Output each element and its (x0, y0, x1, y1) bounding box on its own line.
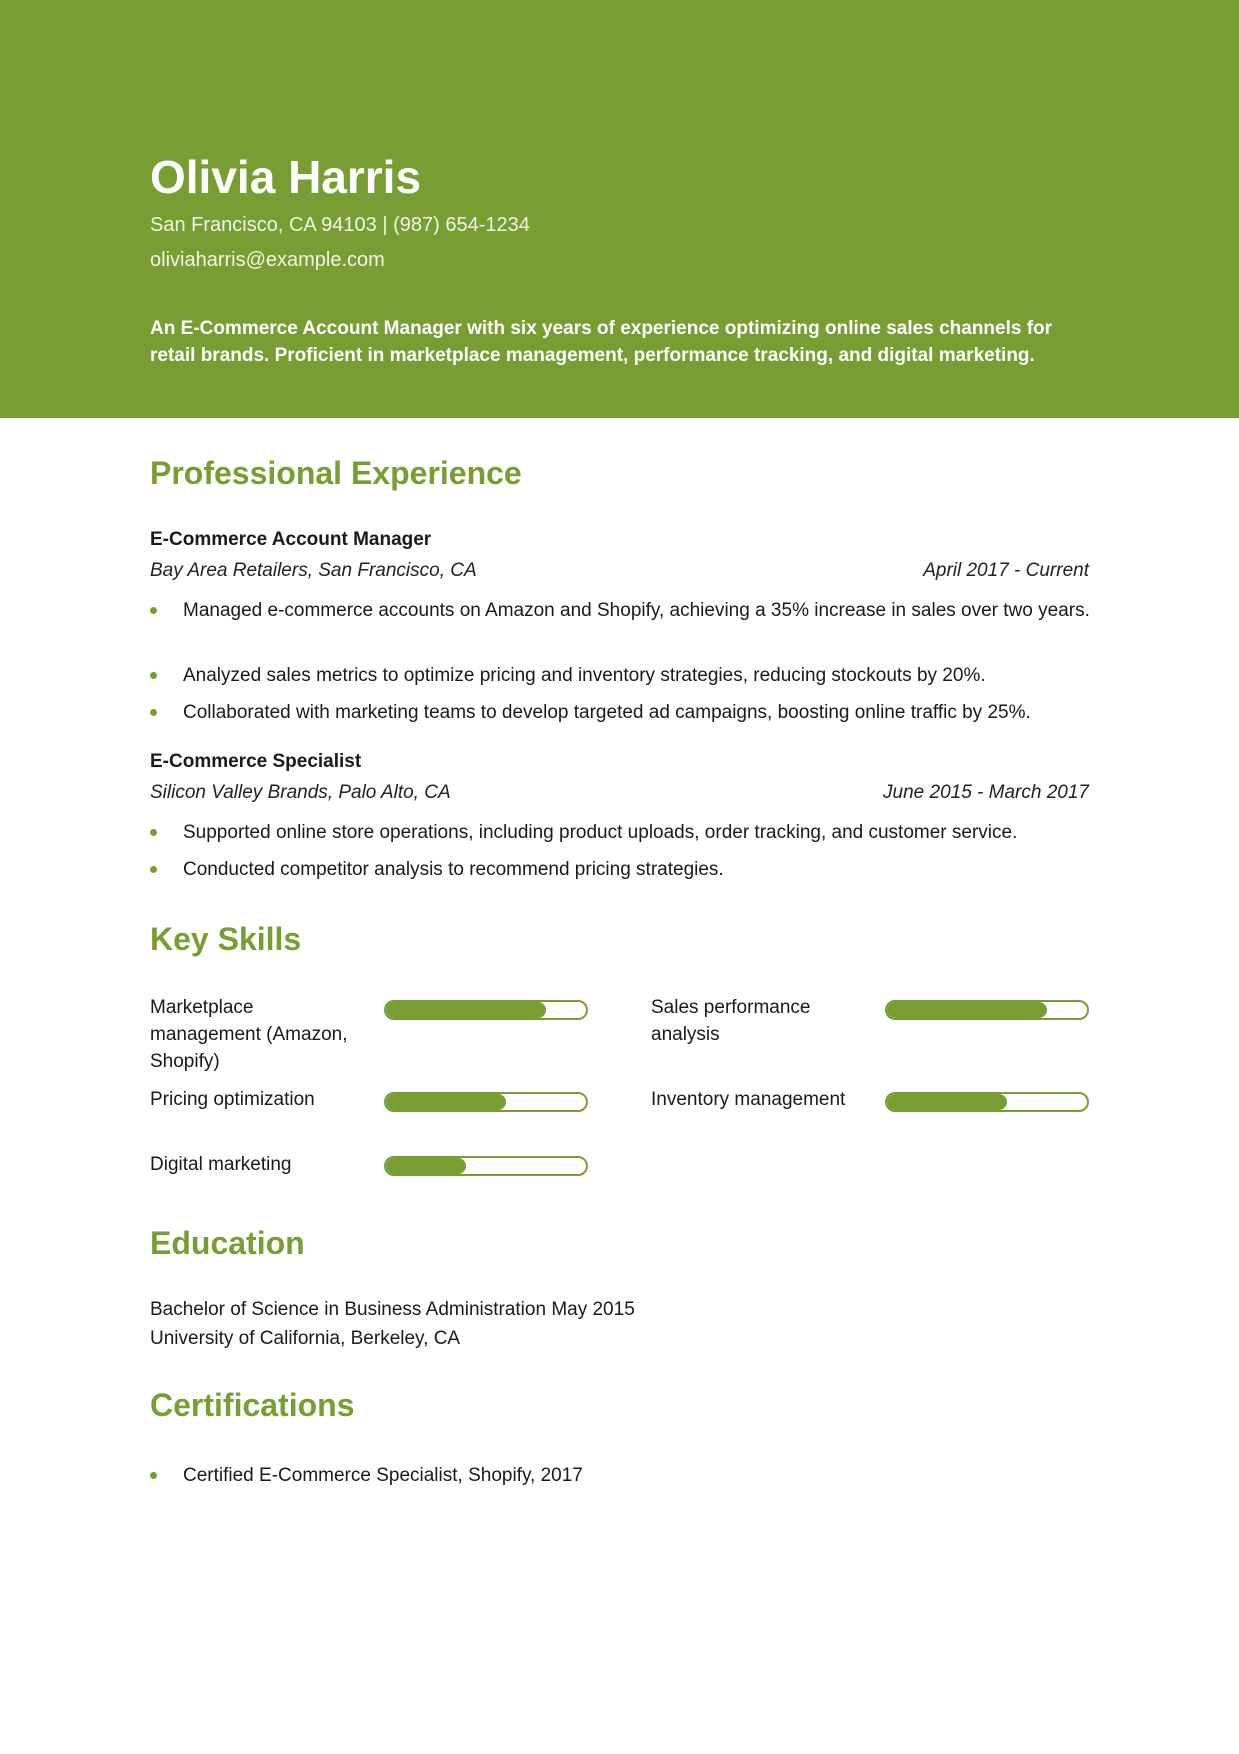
skill-label: Inventory management (651, 1089, 846, 1110)
job-bullet-text: Conducted competitor analysis to recommend pricing strategies. (183, 859, 724, 880)
skill-bar (885, 1000, 1089, 1020)
job-bullet (150, 856, 1090, 883)
candidate-name: Olivia Harris (150, 151, 422, 203)
certifications-section-title: Certifications (150, 1387, 355, 1423)
skill-bar (885, 1092, 1089, 1112)
job-bullet-text: Analyzed sales metrics to optimize pricing and inventory strategies, reducing stockouts by 20%. (183, 665, 986, 686)
job-title: E-Commerce Specialist (150, 751, 362, 772)
job-bullet (150, 819, 1090, 846)
contact-address-phone: San Francisco, CA 94103 | (987) 654-1234 (150, 214, 530, 236)
skill-label: Marketplace management (Amazon, Shopify) (150, 997, 348, 1072)
skill-label: Sales performance analysis (651, 997, 811, 1045)
resume-header (0, 0, 1239, 418)
skill-bar-fill (887, 1094, 1007, 1110)
skill-label: Pricing optimization (150, 1089, 315, 1110)
job-title: E-Commerce Account Manager (150, 529, 432, 550)
contact-email: oliviaharris@example.com (150, 249, 385, 271)
skill-bar (384, 1156, 588, 1176)
certification-item (150, 1462, 1090, 1489)
skills-section-title: Key Skills (150, 921, 302, 957)
job-bullet-text: Managed e-commerce accounts on Amazon and Shopify, achieving a 35% increase in sales over two years. (183, 600, 1090, 621)
experience-section-title: Professional Experience (150, 455, 522, 491)
skill-bar-fill (386, 1094, 506, 1110)
bullet-dot-icon (150, 829, 157, 836)
education-section-title: Education (150, 1225, 305, 1261)
bullet-dot-icon (150, 672, 157, 679)
bullet-dot-icon (150, 866, 157, 873)
skill-bar (384, 1000, 588, 1020)
professional-summary: An E-Commerce Account Manager with six years of experience optimizing online sales channels for retail brands. Proficient in marketplace management, performance tracking, and digital marketing. (150, 318, 1053, 366)
job-dates: April 2017 - Current (923, 560, 1089, 581)
job-bullet (150, 699, 1090, 726)
skill-label: Digital marketing (150, 1154, 292, 1175)
job-dates: June 2015 - March 2017 (883, 782, 1089, 803)
education-school: University of California, Berkeley, CA (150, 1328, 461, 1349)
skill-bar-fill (887, 1002, 1047, 1018)
certification-text: Certified E-Commerce Specialist, Shopify, 2017 (183, 1465, 583, 1486)
skill-bar-fill (386, 1158, 466, 1174)
bullet-dot-icon (150, 607, 157, 614)
job-bullet-text: Collaborated with marketing teams to develop targeted ad campaigns, boosting online traffic by 25%. (183, 702, 1031, 723)
bullet-dot-icon (150, 709, 157, 716)
education-degree: Bachelor of Science in Business Administration May 2015 (150, 1299, 635, 1320)
job-bullet-text: Supported online store operations, including product uploads, order tracking, and customer service. (183, 822, 1018, 843)
job-company: Bay Area Retailers, San Francisco, CA (150, 560, 477, 581)
job-bullet (150, 597, 1090, 624)
job-bullet (150, 662, 1090, 689)
skill-bar (384, 1092, 588, 1112)
bullet-dot-icon (150, 1472, 157, 1479)
skill-bar-fill (386, 1002, 546, 1018)
job-company: Silicon Valley Brands, Palo Alto, CA (150, 782, 451, 803)
